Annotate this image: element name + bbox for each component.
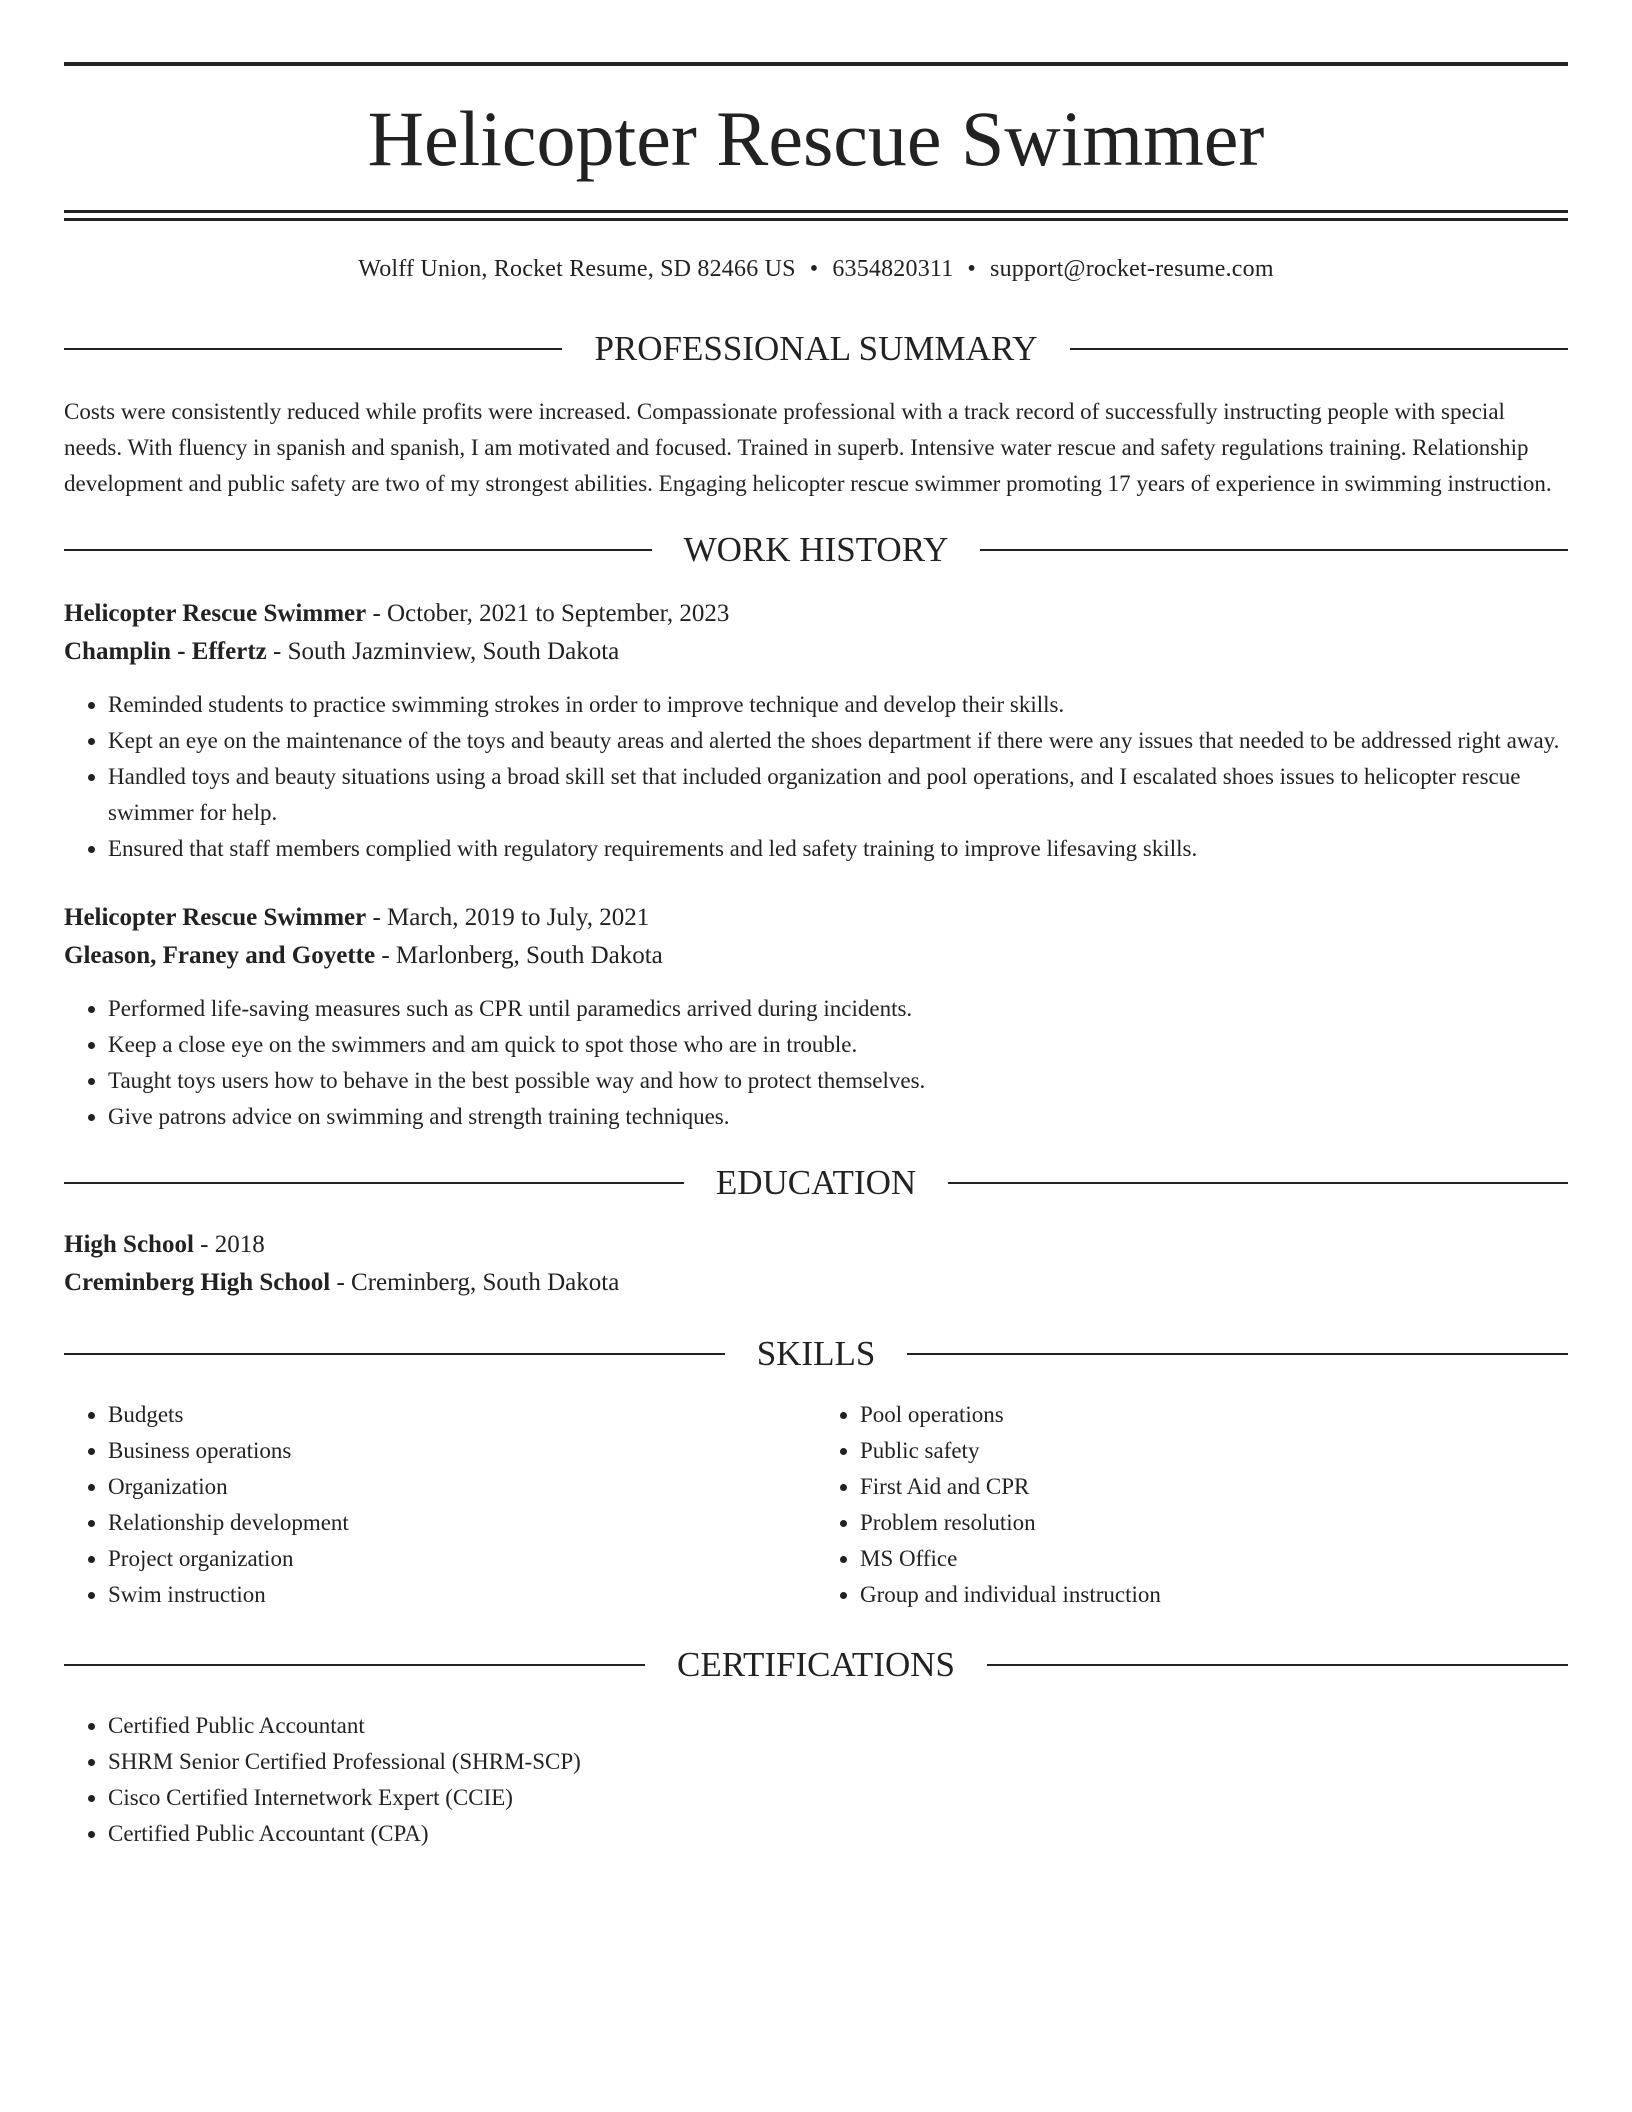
job-title: Helicopter Rescue Swimmer (64, 600, 367, 627)
certifications-heading (64, 1647, 1568, 1682)
list-item: • Budgets (108, 1397, 816, 1433)
list-item: • Business operations (108, 1433, 816, 1469)
job-company-line (64, 633, 1568, 671)
list-item: • Pool operations (860, 1397, 1568, 1433)
job-entry (64, 595, 1568, 867)
list-item: • Certified Public Accountant (CPA) (108, 1816, 1568, 1852)
heading-rule-right (948, 1182, 1568, 1184)
list-item: • Certified Public Accountant (108, 1708, 1568, 1744)
list-item: • Public safety (860, 1433, 1568, 1469)
job-title: Helicopter Rescue Swimmer (64, 904, 367, 931)
heading-rule-left (64, 1353, 725, 1355)
education-school-line (64, 1264, 1568, 1302)
list-item: • Cisco Certified Internetwork Expert (CCIE) (108, 1780, 1568, 1816)
summary-text: Costs were consistently reduced while profits were increased. Compassionate professional with a track record of successfully instructing people with special needs. With fluency in spanish and spanish, I am motivated and focused. Trained in superb. Intensive water rescue and safety regulations training. Relationship development and public safety are two of my strongest abilities. Engaging helicopter rescue swimmer promoting 17 years of experience in swimming instruction. (64, 399, 1552, 496)
list-item: • Performed life-saving measures such as CPR until paramedics arrived during incidents. (108, 991, 1568, 1027)
skills-grid (64, 1397, 1568, 1613)
job-location: - Marlonberg, South Dakota (375, 942, 663, 969)
job-dates: - March, 2019 to July, 2021 (366, 904, 650, 931)
heading-rule-left (64, 348, 562, 350)
contact-separator: • (809, 256, 819, 282)
list-item: • SHRM Senior Certified Professional (SHRM-SCP) (108, 1744, 1568, 1780)
skills-heading (64, 1336, 1568, 1371)
education-heading (64, 1165, 1568, 1200)
list-item: • MS Office (860, 1541, 1568, 1577)
skills-list-right (816, 1397, 1568, 1613)
contact-address: Wolff Union, Rocket Resume, SD 82466 US (358, 256, 796, 282)
list-item: • Organization (108, 1469, 816, 1505)
job-entry (64, 899, 1568, 1135)
list-item: • Project organization (108, 1541, 816, 1577)
job-bullets (64, 991, 1568, 1135)
education-school: Creminberg High School (64, 1269, 331, 1296)
job-title-line (64, 899, 1568, 937)
education-year: - 2018 (193, 1231, 265, 1258)
education-location: - Creminberg, South Dakota (330, 1269, 620, 1296)
list-item: • Reminded students to practice swimming strokes in order to improve technique and develop their skills. (108, 687, 1568, 723)
contact-separator: • (967, 256, 977, 282)
heading-rule-right (980, 549, 1568, 551)
education-degree: High School (64, 1231, 194, 1258)
list-item: • Give patrons advice on swimming and strength training techniques. (108, 1099, 1568, 1135)
certifications-list (64, 1708, 1568, 1852)
work-heading (64, 532, 1568, 567)
list-item: • Swim instruction (108, 1577, 816, 1613)
list-item: • Relationship development (108, 1505, 816, 1541)
contact-line (64, 256, 1568, 283)
job-company: Champlin - Effertz (64, 638, 267, 665)
education-degree-line (64, 1226, 1568, 1264)
list-item: • Problem resolution (860, 1505, 1568, 1541)
double-rule (64, 210, 1568, 221)
heading-rule-left (64, 1182, 684, 1184)
list-item: • Keep a close eye on the swimmers and am quick to spot those who are in trouble. (108, 1027, 1568, 1063)
job-title-line (64, 595, 1568, 633)
resume-name: Helicopter Rescue Swimmer (367, 95, 1265, 182)
job-location: - South Jazminview, South Dakota (266, 638, 620, 665)
list-item: • Handled toys and beauty situations using a broad skill set that included organization and pool operations, and I escalated shoes issues to helicopter rescue swimmer for help. (108, 759, 1568, 831)
heading-rule-left (64, 1664, 645, 1666)
summary-heading-title: PROFESSIONAL SUMMARY (594, 329, 1038, 368)
heading-rule-right (907, 1353, 1568, 1355)
summary-heading (64, 331, 1568, 366)
top-rule (64, 62, 1568, 66)
list-item: • First Aid and CPR (860, 1469, 1568, 1505)
skills-heading-title: SKILLS (756, 1334, 876, 1373)
job-company-line (64, 937, 1568, 975)
job-bullets (64, 687, 1568, 867)
list-item: • Taught toys users how to behave in the best possible way and how to protect themselves. (108, 1063, 1568, 1099)
list-item: • Ensured that staff members complied with regulatory requirements and led safety training to improve lifesaving skills. (108, 831, 1568, 867)
contact-phone: 6354820311 (832, 256, 954, 282)
heading-rule-right (987, 1664, 1568, 1666)
work-heading-title: WORK HISTORY (683, 530, 949, 569)
heading-rule-left (64, 549, 652, 551)
list-item: • Group and individual instruction (860, 1577, 1568, 1613)
heading-rule-right (1070, 348, 1568, 350)
job-dates: - October, 2021 to September, 2023 (366, 600, 730, 627)
education-heading-title: EDUCATION (715, 1163, 917, 1202)
contact-email: support@rocket-resume.com (990, 256, 1274, 282)
education-entry (64, 1226, 1568, 1302)
certifications-heading-title: CERTIFICATIONS (677, 1645, 955, 1684)
job-company: Gleason, Franey and Goyette (64, 942, 376, 969)
list-item: • Kept an eye on the maintenance of the toys and beauty areas and alerted the shoes department if there were any issues that needed to be addressed right away. (108, 723, 1568, 759)
skills-list-left (64, 1397, 816, 1613)
